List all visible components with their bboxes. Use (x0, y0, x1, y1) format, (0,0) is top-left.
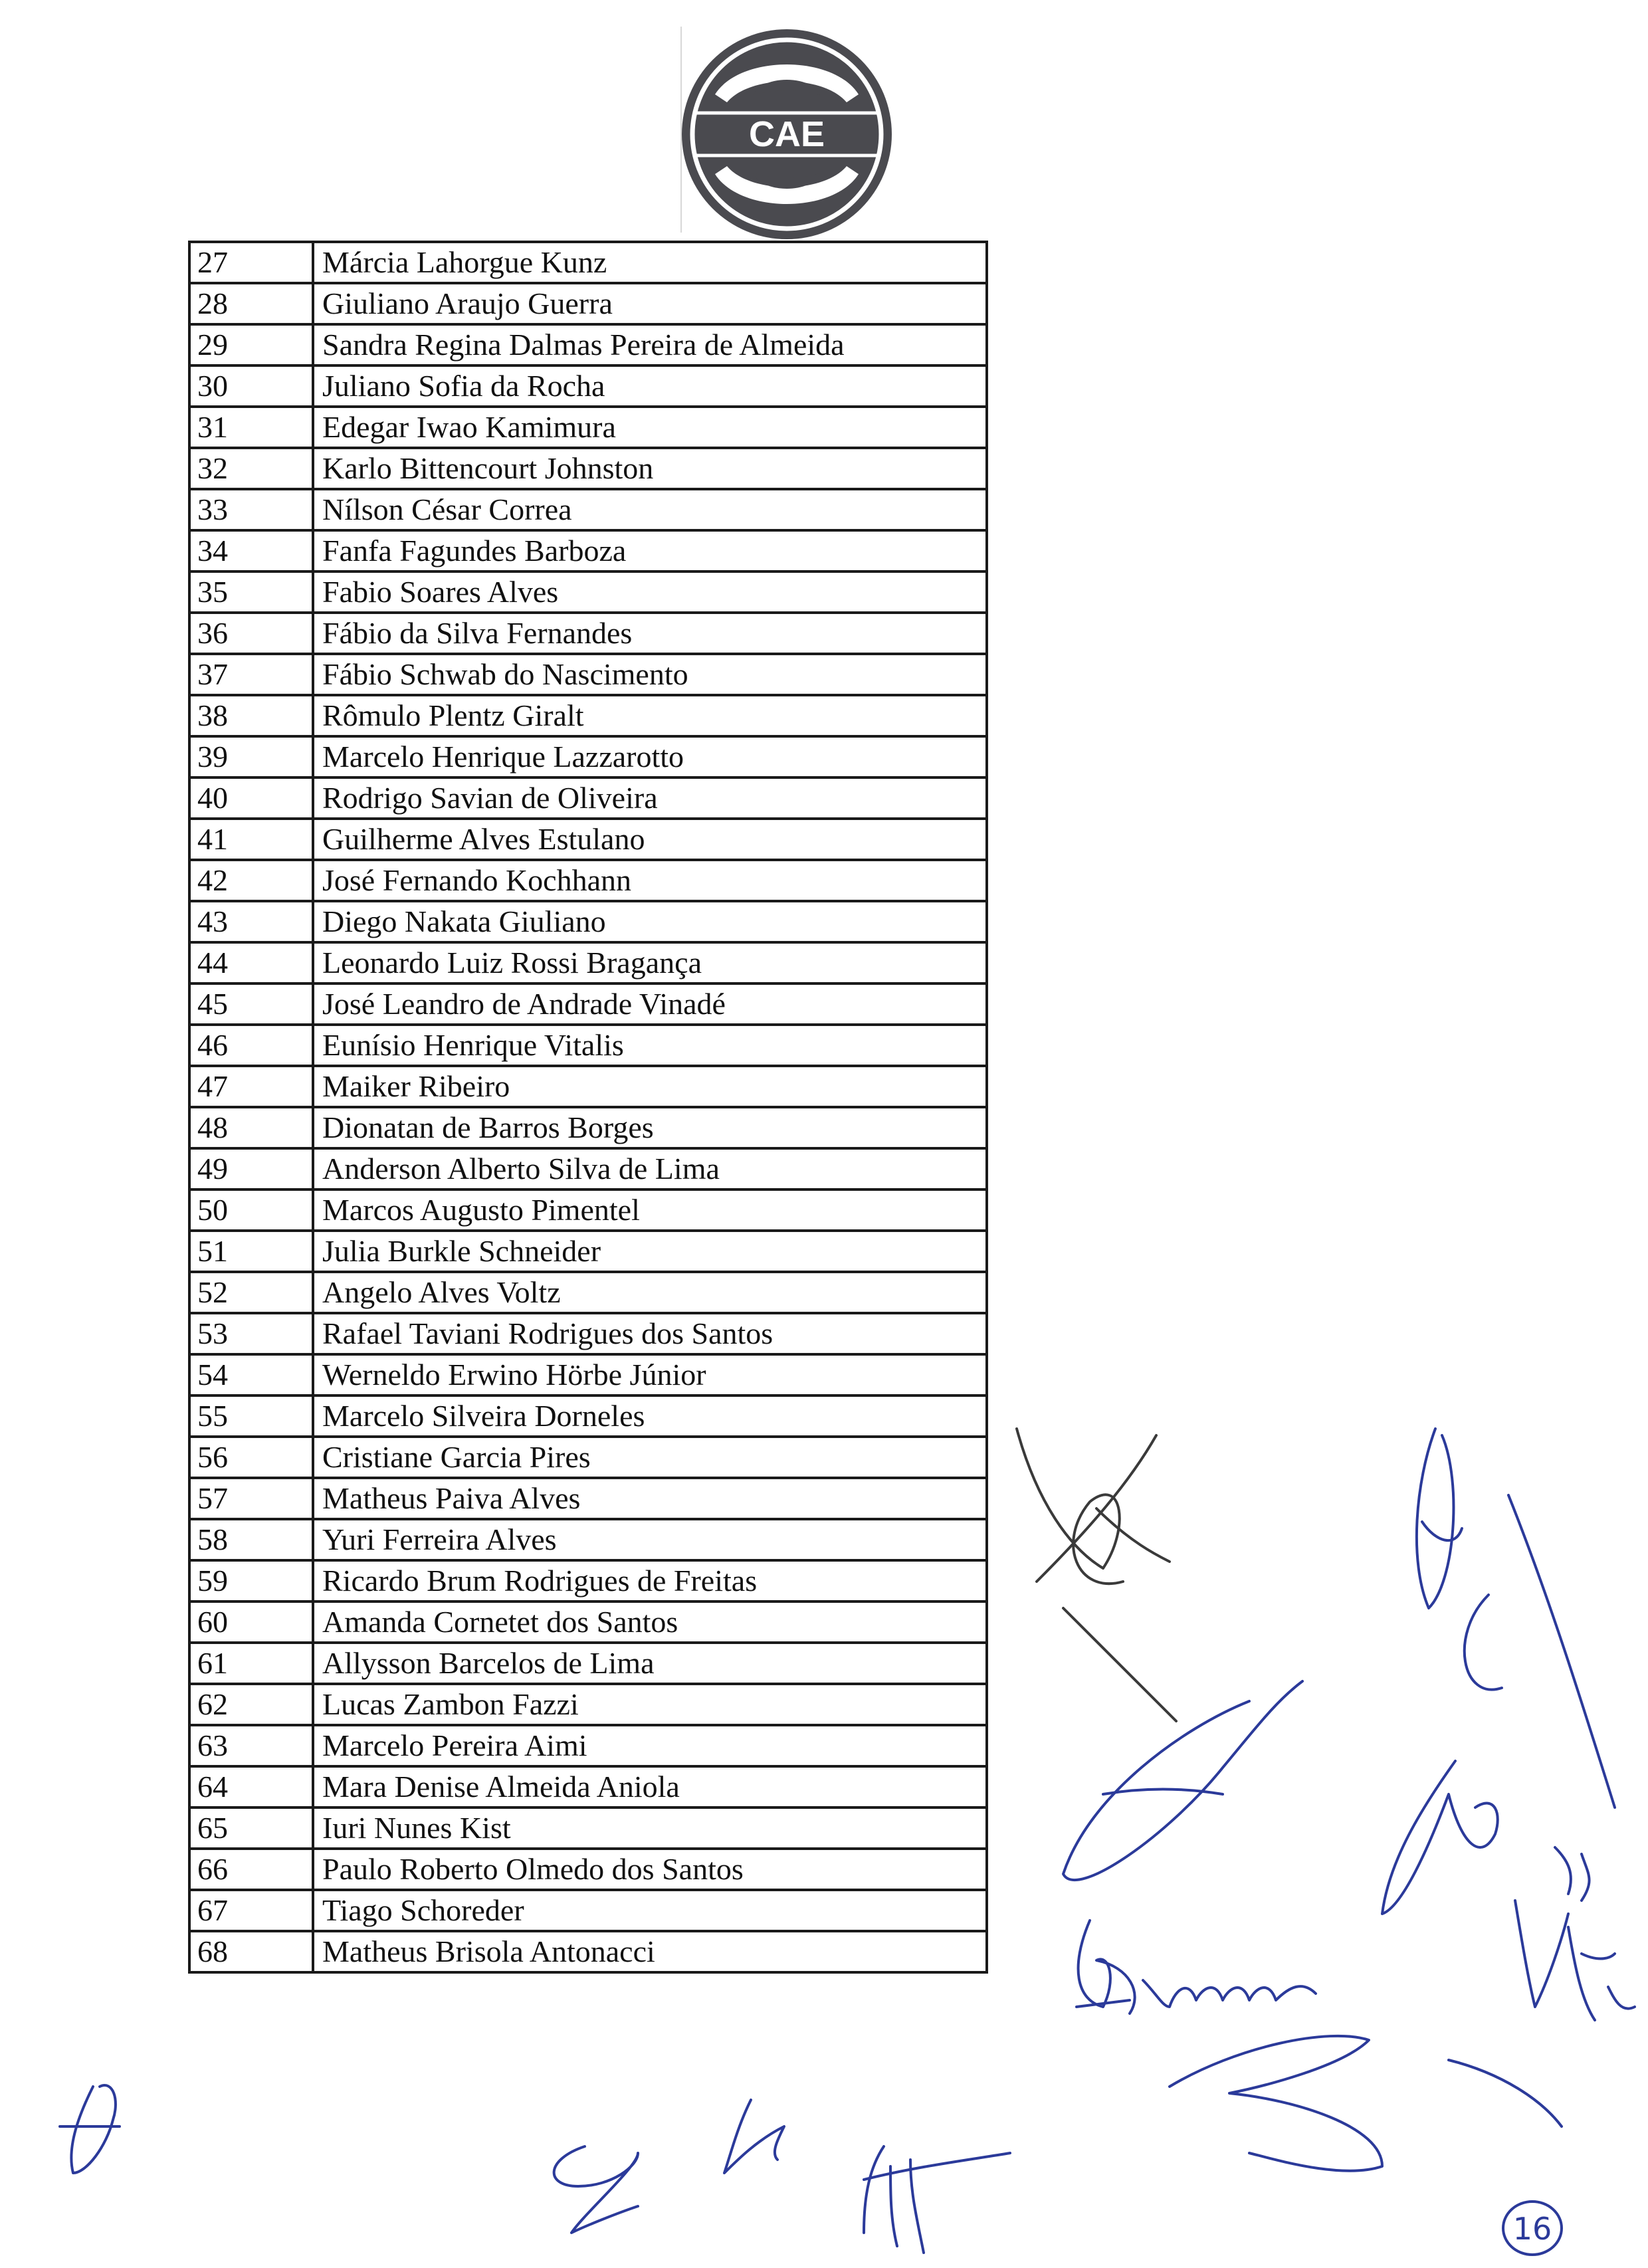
table-row (189, 1725, 987, 1766)
participant-name: Marcelo Silveira Dorneles (313, 1395, 987, 1437)
row-number: 33 (189, 489, 313, 530)
row-number: 62 (189, 1684, 313, 1725)
table-row (189, 1560, 987, 1601)
table-row (189, 654, 987, 695)
row-number: 30 (189, 365, 313, 407)
signature-mark (1382, 1761, 1498, 1914)
table-row (189, 942, 987, 983)
participant-name: Amanda Cornetet dos Santos (313, 1601, 987, 1643)
participant-name: Marcos Augusto Pimentel (313, 1189, 987, 1231)
row-number: 27 (189, 242, 313, 283)
table-row (189, 1148, 987, 1189)
signature-mark (1449, 2060, 1562, 2126)
signature-mark (1170, 2036, 1382, 2171)
table-row (189, 819, 987, 860)
participant-name: Leonardo Luiz Rossi Bragança (313, 942, 987, 983)
table-row (189, 1107, 987, 1148)
page-number: 16 (1512, 2211, 1552, 2247)
row-number: 38 (189, 695, 313, 736)
signature-mark (60, 2085, 120, 2173)
table-row (189, 365, 987, 407)
row-number: 36 (189, 613, 313, 654)
participant-name: Eunísio Henrique Vitalis (313, 1025, 987, 1066)
signature-mark (1465, 1595, 1502, 1690)
signature-mark (1103, 1790, 1223, 1795)
logo-text: CAE (748, 114, 825, 154)
participant-name: Sandra Regina Dalmas Pereira de Almeida (313, 324, 987, 365)
participant-name: Allysson Barcelos de Lima (313, 1643, 987, 1684)
row-number: 48 (189, 1107, 313, 1148)
signature-mark (1417, 1429, 1462, 1608)
row-number: 64 (189, 1766, 313, 1807)
row-number: 32 (189, 448, 313, 489)
participant-name: Giuliano Araujo Guerra (313, 283, 987, 324)
cae-logo (680, 28, 893, 241)
table-row (189, 736, 987, 777)
row-number: 53 (189, 1313, 313, 1354)
participant-name: José Leandro de Andrade Vinadé (313, 983, 987, 1025)
row-number: 41 (189, 819, 313, 860)
signature-mark (1555, 1847, 1590, 1901)
row-number: 59 (189, 1560, 313, 1601)
table-row (189, 407, 987, 448)
row-number: 45 (189, 983, 313, 1025)
table-row (189, 1519, 987, 1560)
row-number: 68 (189, 1931, 313, 1972)
participant-name: Cristiane Garcia Pires (313, 1437, 987, 1478)
table-row (189, 1684, 987, 1725)
row-number: 61 (189, 1643, 313, 1684)
participant-name: Dionatan de Barros Borges (313, 1107, 987, 1148)
page-number-circle (1503, 2202, 1562, 2255)
row-number: 28 (189, 283, 313, 324)
table-row (189, 489, 987, 530)
participant-name: Ricardo Brum Rodrigues de Freitas (313, 1560, 987, 1601)
participant-name: Juliano Sofia da Rocha (313, 365, 987, 407)
table-row (189, 695, 987, 736)
participant-name: Mara Denise Almeida Aniola (313, 1766, 987, 1807)
row-number: 49 (189, 1148, 313, 1189)
table-row (189, 1766, 987, 1807)
table-row (189, 530, 987, 571)
participant-name: Marcelo Henrique Lazzarotto (313, 736, 987, 777)
participant-name: Julia Burkle Schneider (313, 1231, 987, 1272)
signature-mark (1077, 1920, 1316, 2013)
table-row (189, 613, 987, 654)
table-row (189, 901, 987, 942)
table-row (189, 571, 987, 613)
row-number: 56 (189, 1437, 313, 1478)
participant-name: Rômulo Plentz Giralt (313, 695, 987, 736)
table-row (189, 860, 987, 901)
table-row (189, 1189, 987, 1231)
table-row (189, 324, 987, 365)
row-number: 47 (189, 1066, 313, 1107)
participant-name: José Fernando Kochhann (313, 860, 987, 901)
participant-name: Matheus Brisola Antonacci (313, 1931, 987, 1972)
row-number: 65 (189, 1807, 313, 1849)
participant-name: Iuri Nunes Kist (313, 1807, 987, 1849)
table-row (189, 1272, 987, 1313)
row-number: 67 (189, 1890, 313, 1931)
row-number: 31 (189, 407, 313, 448)
table-row (189, 1849, 987, 1890)
participant-name: Fanfa Fagundes Barboza (313, 530, 987, 571)
participant-name: Paulo Roberto Olmedo dos Santos (313, 1849, 987, 1890)
table-row (189, 1478, 987, 1519)
row-number: 66 (189, 1849, 313, 1890)
row-number: 60 (189, 1601, 313, 1643)
table-row (189, 242, 987, 283)
table-row (189, 1807, 987, 1849)
table-row (189, 1931, 987, 1972)
table-row (189, 1066, 987, 1107)
participant-name: Marcelo Pereira Aimi (313, 1725, 987, 1766)
row-number: 57 (189, 1478, 313, 1519)
table-row (189, 1313, 987, 1354)
participant-name: Werneldo Erwino Hörbe Júnior (313, 1354, 987, 1395)
participant-table-body (189, 242, 987, 1972)
participant-name: Angelo Alves Voltz (313, 1272, 987, 1313)
signature-mark (1515, 1901, 1635, 2020)
participant-name: Rafael Taviani Rodrigues dos Santos (313, 1313, 987, 1354)
row-number: 44 (189, 942, 313, 983)
participant-name: Lucas Zambon Fazzi (313, 1684, 987, 1725)
table-row (189, 1437, 987, 1478)
table-row (189, 1643, 987, 1684)
table-row (189, 777, 987, 819)
table-row (189, 1231, 987, 1272)
row-number: 37 (189, 654, 313, 695)
participant-name: Fábio da Silva Fernandes (313, 613, 987, 654)
row-number: 34 (189, 530, 313, 571)
row-number: 52 (189, 1272, 313, 1313)
row-number: 55 (189, 1395, 313, 1437)
row-number: 43 (189, 901, 313, 942)
participant-name: Diego Nakata Giuliano (313, 901, 987, 942)
participant-name: Nílson César Correa (313, 489, 987, 530)
participant-table (188, 241, 988, 1974)
table-row (189, 448, 987, 489)
participant-name: Fabio Soares Alves (313, 571, 987, 613)
table-row (189, 1890, 987, 1931)
signature-mark (724, 2100, 784, 2173)
table-row (189, 1025, 987, 1066)
row-number: 50 (189, 1189, 313, 1231)
table-row (189, 1354, 987, 1395)
table-row (189, 983, 987, 1025)
participant-name: Edegar Iwao Kamimura (313, 407, 987, 448)
participant-name: Yuri Ferreira Alves (313, 1519, 987, 1560)
signature-mark (1063, 1681, 1302, 1880)
signature-mark (864, 2146, 1010, 2253)
row-number: 58 (189, 1519, 313, 1560)
participant-name: Guilherme Alves Estulano (313, 819, 987, 860)
table-row (189, 1601, 987, 1643)
table-row (189, 1395, 987, 1437)
row-number: 46 (189, 1025, 313, 1066)
row-number: 42 (189, 860, 313, 901)
signature-mark (1017, 1429, 1176, 1721)
row-number: 54 (189, 1354, 313, 1395)
row-number: 35 (189, 571, 313, 613)
row-number: 51 (189, 1231, 313, 1272)
participant-name: Márcia Lahorgue Kunz (313, 242, 987, 283)
signature-mark (554, 2146, 638, 2233)
row-number: 40 (189, 777, 313, 819)
signature-mark (1508, 1495, 1615, 1807)
table-row (189, 283, 987, 324)
participant-name: Matheus Paiva Alves (313, 1478, 987, 1519)
participant-name: Maiker Ribeiro (313, 1066, 987, 1107)
row-number: 29 (189, 324, 313, 365)
row-number: 39 (189, 736, 313, 777)
row-number: 63 (189, 1725, 313, 1766)
participant-name: Fábio Schwab do Nascimento (313, 654, 987, 695)
participant-name: Tiago Schoreder (313, 1890, 987, 1931)
participant-name: Rodrigo Savian de Oliveira (313, 777, 987, 819)
participant-name: Karlo Bittencourt Johnston (313, 448, 987, 489)
participant-name: Anderson Alberto Silva de Lima (313, 1148, 987, 1189)
